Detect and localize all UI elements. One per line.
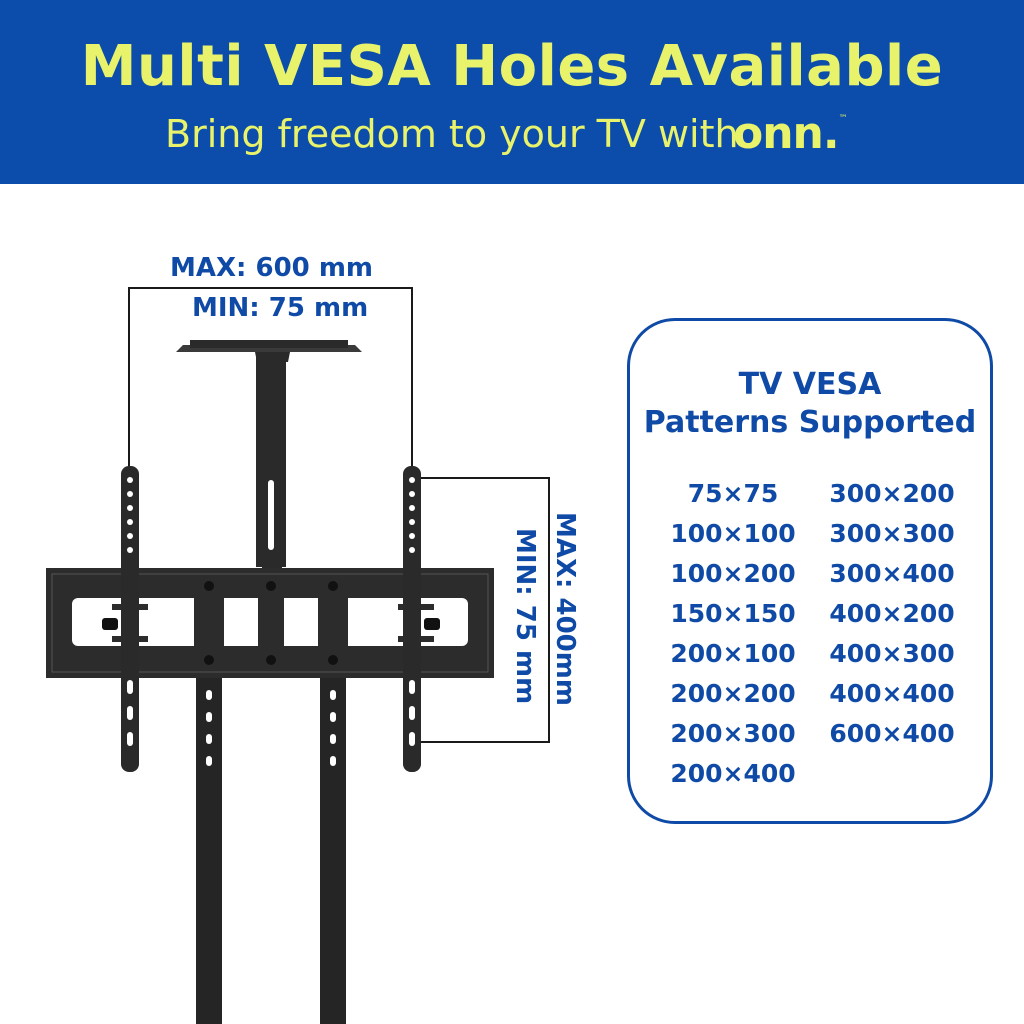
horizontal-min-label: MIN: 75 mm xyxy=(192,293,369,323)
pattern-item: 200×300 xyxy=(670,719,796,748)
pattern-item: 100×200 xyxy=(670,559,796,588)
panel-title-line2: Patterns Supported xyxy=(643,405,977,440)
pattern-item: 400×200 xyxy=(829,599,955,628)
pattern-item: 150×150 xyxy=(670,599,796,628)
pattern-item: 100×100 xyxy=(670,519,796,548)
pattern-item: 300×200 xyxy=(829,479,955,508)
pattern-item: 75×75 xyxy=(687,479,779,508)
vertical-max-label: MAX: 400mm xyxy=(550,512,580,706)
pattern-item: 400×300 xyxy=(829,639,955,668)
panel-title-line1: TV VESA xyxy=(738,367,882,402)
pattern-item: 200×100 xyxy=(670,639,796,668)
vertical-min-label: MIN: 75 mm xyxy=(510,528,540,705)
page-title: Multi VESA Holes Available xyxy=(80,34,944,99)
pattern-item: 200×400 xyxy=(670,759,796,788)
pattern-item: 300×400 xyxy=(829,559,955,588)
pattern-item: 600×400 xyxy=(829,719,955,748)
pattern-item: 400×400 xyxy=(829,679,955,708)
brand-name: onn. xyxy=(733,108,839,159)
horizontal-max-label: MAX: 600 mm xyxy=(170,253,373,283)
right-vesa-arm xyxy=(403,466,421,772)
left-vesa-arm xyxy=(121,466,139,772)
pattern-item: 200×200 xyxy=(670,679,796,708)
trademark-mark: ™ xyxy=(838,114,847,124)
main-bracket-frame xyxy=(46,568,494,678)
vesa-patterns-panel xyxy=(627,318,993,824)
pattern-item: 300×300 xyxy=(829,519,955,548)
page-subtitle: Bring freedom to your TV with xyxy=(165,112,739,156)
